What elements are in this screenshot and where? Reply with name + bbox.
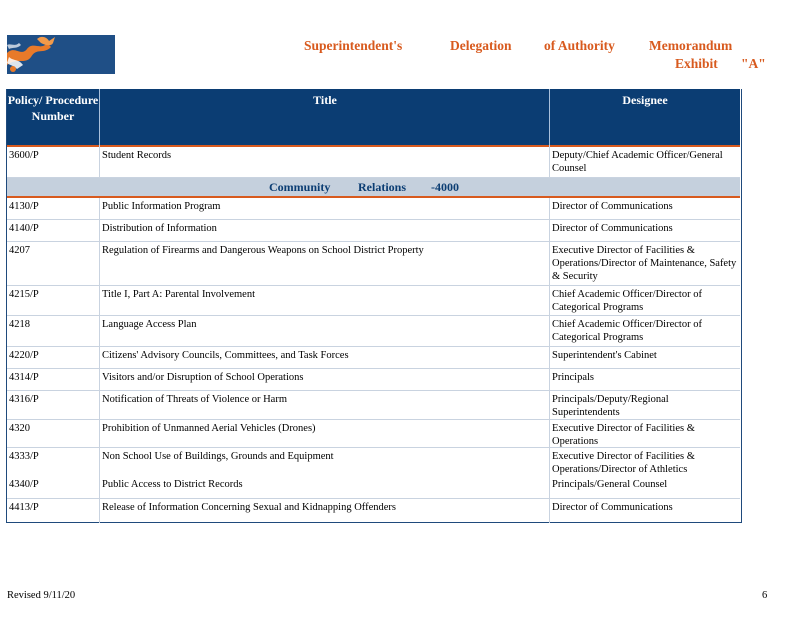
policy-designee: Chief Academic Officer/Director of Categorical Programs	[552, 319, 702, 343]
col-header-policy: Policy/ Procedure Number	[7, 93, 99, 123]
policy-number: 4320	[9, 423, 30, 434]
subtitle-word: "A"	[741, 56, 766, 71]
policy-title: Distribution of Information	[102, 223, 217, 234]
policy-designee: Executive Director of Facilities & Operations/Director of Athletics	[552, 451, 695, 475]
policy-number: 3600/P	[9, 150, 39, 161]
table-row	[7, 499, 740, 521]
table-row	[7, 347, 740, 369]
policy-title: Citizens' Advisory Councils, Committees, and Task Forces	[102, 350, 349, 361]
section-word: Community	[269, 180, 331, 194]
logo-graphic	[7, 35, 115, 74]
policy-number: 4218	[9, 319, 30, 330]
title-word: of Authority	[544, 38, 615, 53]
delegation-table	[6, 89, 742, 523]
policy-designee: Principals/Deputy/Regional Superintendents	[552, 394, 669, 418]
policy-title: Visitors and/or Disruption of School Operations	[102, 372, 304, 383]
policy-number: 4340/P	[9, 479, 39, 490]
memo-subtitle	[670, 56, 780, 74]
policy-designee: Executive Director of Facilities & Operations/Director of Maintenance, Safety & Security	[552, 245, 737, 282]
policy-designee: Executive Director of Facilities & Operations	[552, 423, 695, 447]
memo-title	[300, 38, 740, 56]
policy-designee: Director of Communications	[552, 502, 673, 513]
section-header	[7, 178, 740, 198]
district-logo	[7, 35, 115, 74]
policy-number: 4314/P	[9, 372, 39, 383]
policy-title: Release of Information Concerning Sexual and Kidnapping Offenders	[102, 502, 397, 513]
policy-number: 4333/P	[9, 451, 39, 462]
section-word: Relations	[358, 180, 406, 194]
subtitle-word: Exhibit	[675, 56, 718, 71]
table-row	[7, 198, 740, 220]
table-row	[7, 147, 740, 178]
policy-number: 4130/P	[9, 201, 39, 212]
table-row	[7, 476, 740, 499]
policy-title: Prohibition of Unmanned Aerial Vehicles (Drones)	[102, 423, 316, 434]
revision-date: Revised 9/11/20	[7, 590, 76, 601]
policy-number: 4316/P	[9, 394, 39, 405]
policy-number: 4140/P	[9, 223, 39, 234]
policy-title: Language Access Plan	[102, 319, 197, 330]
table-row	[7, 220, 740, 242]
table-row	[7, 242, 740, 286]
policy-designee: Principals/General Counsel	[552, 479, 668, 490]
policy-designee: Director of Communications	[552, 223, 673, 234]
table-row	[7, 286, 740, 316]
policy-title: Student Records	[102, 150, 172, 161]
table-row	[7, 420, 740, 448]
policy-designee: Deputy/Chief Academic Officer/General Counsel	[552, 150, 723, 174]
page-number: 6	[762, 590, 768, 601]
policy-title: Non School Use of Buildings, Grounds and Equipment	[102, 451, 334, 462]
header-divider	[549, 89, 550, 145]
policy-designee: Principals	[552, 372, 594, 383]
policy-number: 4220/P	[9, 350, 39, 361]
title-word: Memorandum	[649, 38, 733, 53]
policy-title: Title I, Part A: Parental Involvement	[102, 289, 256, 300]
header-divider	[99, 89, 100, 145]
table-header	[7, 89, 740, 145]
policy-number: 4413/P	[9, 502, 39, 513]
table-row	[7, 369, 740, 391]
policy-designee: Director of Communications	[552, 201, 673, 212]
policy-number: 4215/P	[9, 289, 39, 300]
title-word: Delegation	[450, 38, 512, 53]
policy-title: Regulation of Firearms and Dangerous Weapons on School District Property	[102, 245, 424, 256]
col-header-designee: Designee	[622, 93, 668, 107]
policy-title: Notification of Threats of Violence or Harm	[102, 394, 288, 405]
policy-number: 4207	[9, 245, 30, 256]
policy-title: Public Information Program	[102, 201, 221, 212]
policy-title: Public Access to District Records	[102, 479, 243, 490]
table-row	[7, 448, 740, 476]
title-word: Superintendent's	[304, 38, 403, 53]
table-row	[7, 391, 740, 420]
section-word: -4000	[431, 180, 459, 194]
policy-designee: Superintendent's Cabinet	[552, 350, 657, 361]
table-row	[7, 316, 740, 347]
policy-designee: Chief Academic Officer/Director of Categorical Programs	[552, 289, 702, 313]
col-header-title: Title	[313, 93, 337, 107]
